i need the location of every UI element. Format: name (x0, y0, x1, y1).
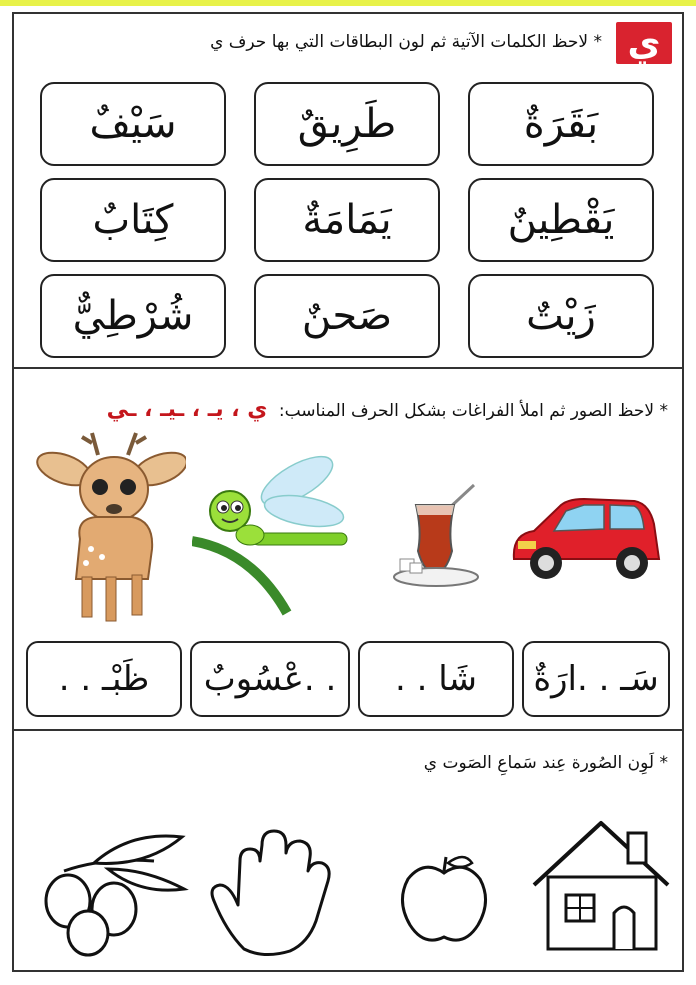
tea-glass-icon (386, 481, 486, 591)
word-card[interactable]: صَحنٌ (254, 274, 440, 358)
word-card[interactable]: شُرْطِيٌّ (40, 274, 226, 358)
section1-instruction: * لاحظ الكلمات الآتية ثم لون البطاقات التي بها حرف ي (210, 32, 602, 52)
section3-instruction: * لَوِن الصُورة عِند سَماعِ الصَوت ي (423, 753, 668, 773)
word-card[interactable]: كِتَابٌ (40, 178, 226, 262)
word-card[interactable]: طَرِيقٌ (254, 82, 440, 166)
house-icon[interactable] (528, 815, 674, 955)
section2-instruction-text: * لاحظ الصور ثم املأ الفراغات بشكل الحرف المناسب: (278, 401, 668, 421)
word-card[interactable]: زَيْتٌ (468, 274, 654, 358)
car-icon (504, 489, 664, 589)
fill-word-card[interactable]: سَـ . .ارَةٌ (522, 641, 670, 717)
word-card[interactable]: يَمَامَةٌ (254, 178, 440, 262)
word-card[interactable]: سَيْفٌ (40, 82, 226, 166)
apple-icon[interactable] (394, 849, 494, 949)
hand-icon[interactable] (204, 821, 344, 961)
letter-forms: ي ، يـ ، ـيـ ، ـي (106, 397, 268, 422)
deer-icon (36, 429, 186, 629)
word-card[interactable]: بَقَرَةٌ (468, 82, 654, 166)
letter-badge: ي (616, 22, 672, 64)
section2-instruction (107, 397, 668, 422)
fill-word-card[interactable]: شَا . . (358, 641, 514, 717)
section-fill-blanks (14, 369, 682, 731)
olives-icon[interactable] (34, 827, 204, 957)
worksheet (12, 12, 684, 972)
dragonfly-icon (192, 441, 352, 616)
section-word-cards (14, 14, 682, 369)
top-accent-bar (0, 0, 696, 6)
fill-word-card[interactable]: . .عْسُوبٌ (190, 641, 350, 717)
word-card[interactable]: يَقْطِينٌ (468, 178, 654, 262)
section-color-sound (14, 731, 682, 972)
fill-word-card[interactable]: ظَبْـ . . (26, 641, 182, 717)
